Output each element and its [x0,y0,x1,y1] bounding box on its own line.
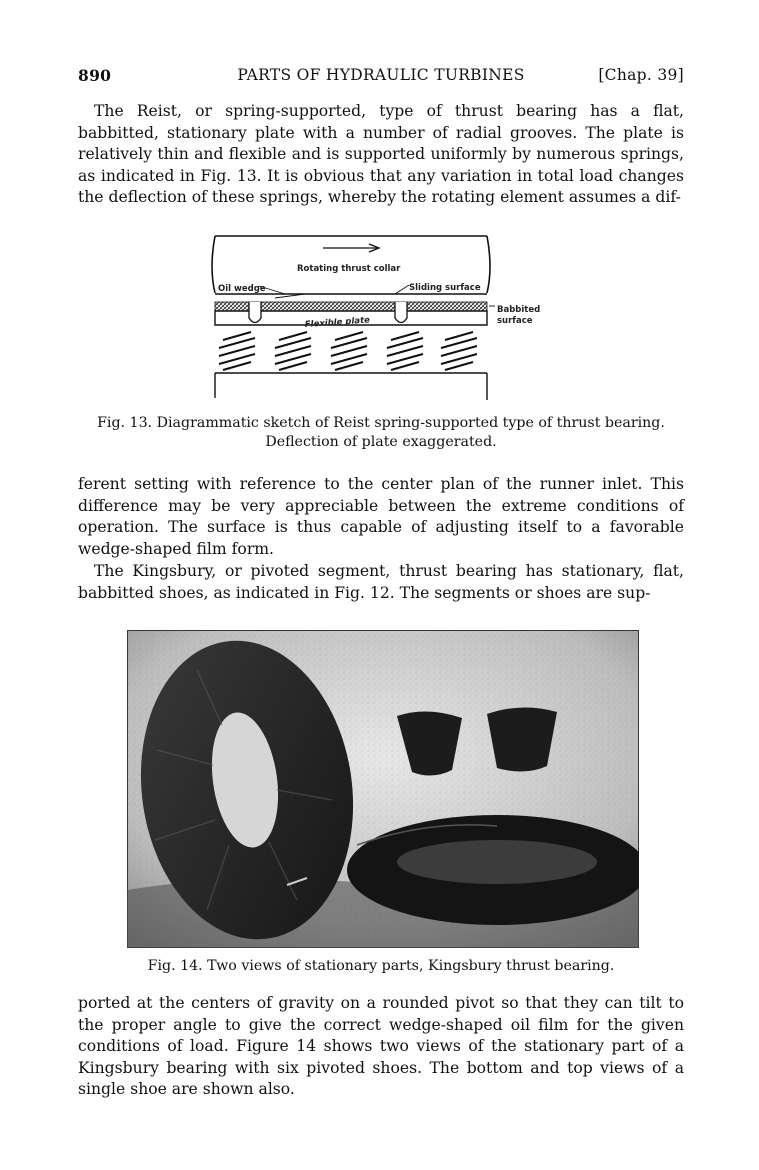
babbitted-label-line2: surface [497,316,533,326]
running-title: PARTS OF HYDRAULIC TURBINES [237,66,525,84]
flexible-plate-label: Flexible plate [304,315,371,330]
chapter-label: [Chap. 39] [598,66,684,84]
figure-14-photo [127,630,639,948]
sliding-surface-label: Sliding surface [409,283,481,293]
paragraph-3: The Kingsbury, or pivoted segment, thrust bearing has stationary, flat, babbitted shoes, as indicated in Fig. 12. The segments or shoes are sup- [78,562,684,602]
paragraph-2: ferent setting with reference to the center plan of the runner inlet. This difference may be very appreciable between the extreme conditions of operation. The surface is thus capable of adjusting itself to a favorable wedge-shaped film form. [78,475,684,558]
figure-13-caption-line2: Deflection of plate exaggerated. [265,434,497,450]
page-number: 890 [78,66,112,85]
figure-13-diagram [205,228,565,406]
oil-wedge-label: Oil wedge [218,284,266,294]
figure-13-caption-line1: Fig. 13. Diagrammatic sketch of Reist spring-supported type of thrust bearing. [97,415,665,431]
babbitted-label-line1: Babbited [497,305,541,315]
running-header [78,66,684,88]
collar-label: Rotating thrust collar [297,264,401,274]
figure-14-caption: Fig. 14. Two views of stationary parts, Kingsbury thrust bearing. [147,958,615,974]
paragraph-1: The Reist, or spring-supported, type of thrust bearing has a flat, babbitted, stationary plate with a number of radial grooves. The plate is relatively thin and flexible and is supported uniformly by numerous springs, as indicated in Fig. 13. It is obvious that any variation in total load changes the deflection of these springs, whereby the rotating element assumes a dif- [78,102,684,206]
paragraph-4: ported at the centers of gravity on a rounded pivot so that they can tilt to the proper angle to give the correct wedge-shaped oil film for the given conditions of load. Figure 14 shows two views of the stationary part of a Kingsbury bearing with six pivoted shoes. The bottom and top views of a single shoe are shown also. [78,994,684,1098]
